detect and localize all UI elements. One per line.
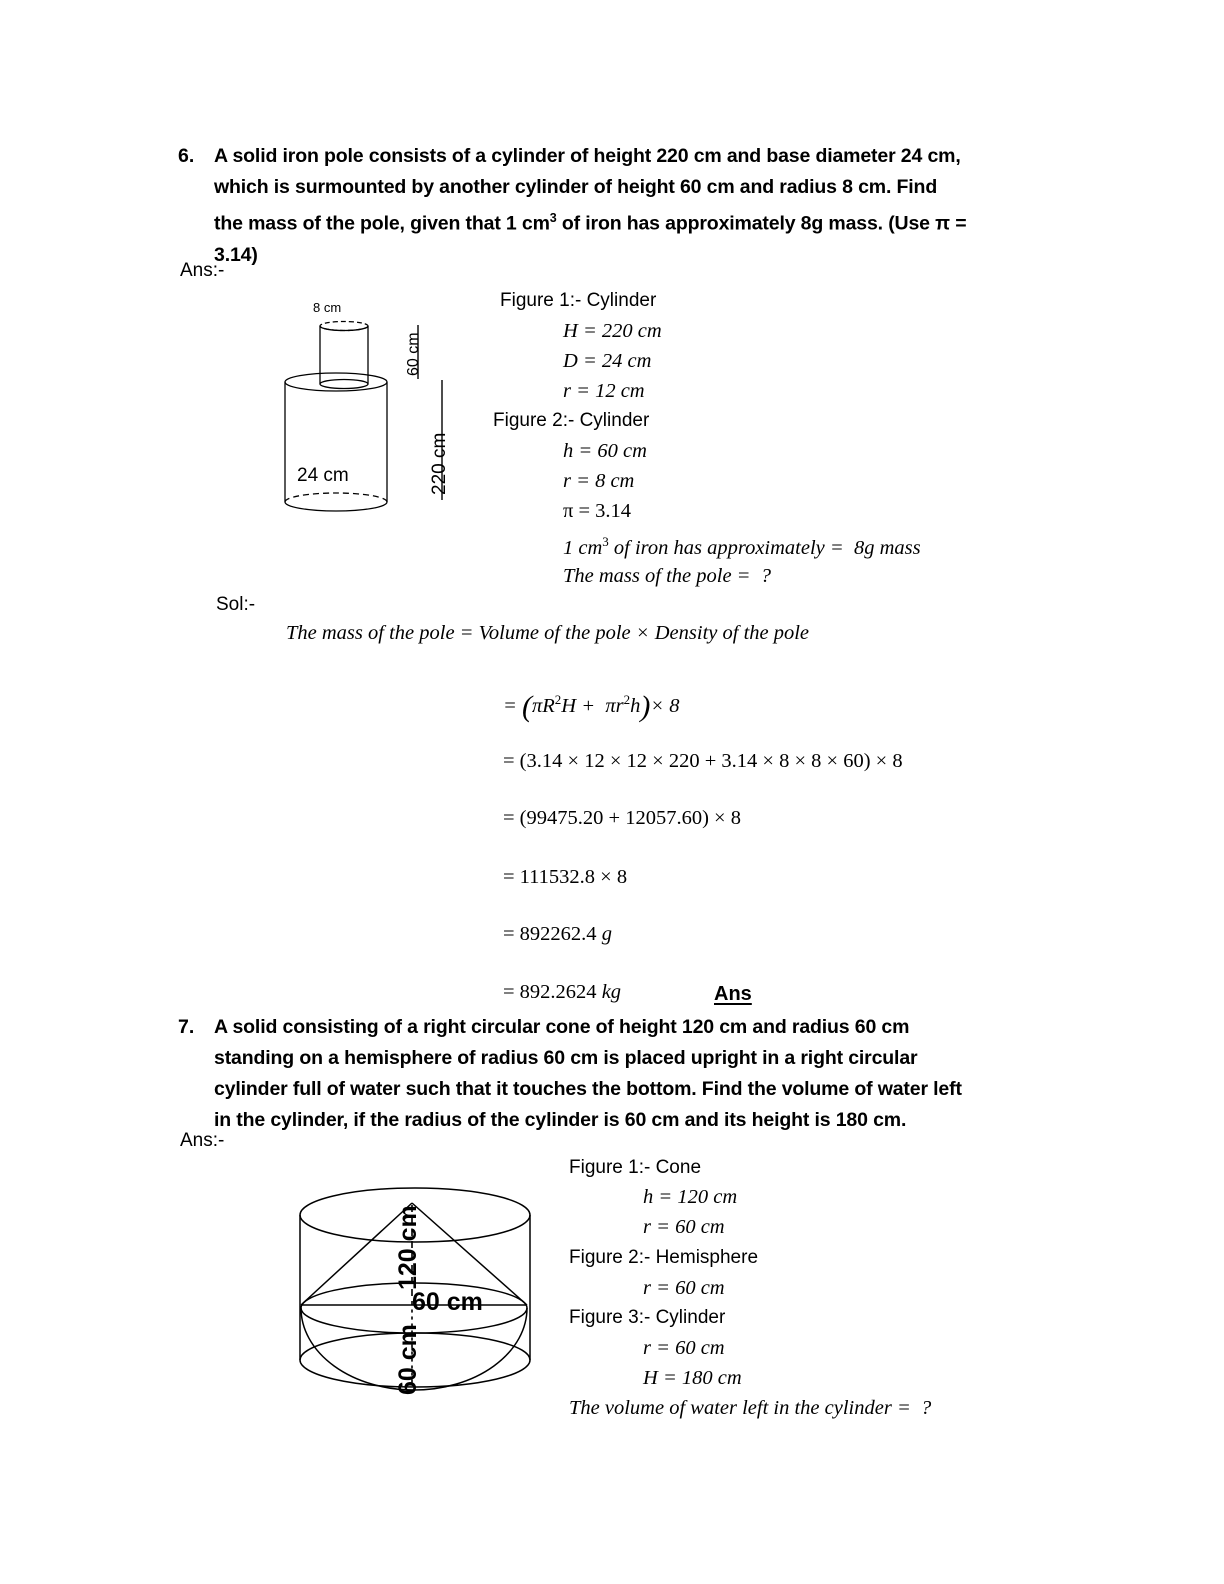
q7-cone-h: h = 120 cm	[643, 1186, 738, 1208]
q7-hemisphere-r: r = 60 cm	[643, 1277, 725, 1299]
figure-label-8cm: 8 cm	[313, 300, 342, 315]
figure2-label-60cm-radius: 60 cm	[412, 1288, 483, 1316]
q6-given-D: D = 24 cm	[563, 350, 652, 372]
q7-cylinder-r: r = 60 cm	[643, 1337, 725, 1359]
q6-step-5: = 111532.8 × 8	[503, 866, 628, 888]
question-7-line-1: A solid consisting of a right circular cone of height 120 cm and radius 60 cm	[214, 1016, 910, 1038]
question-7-text	[214, 1012, 1084, 1136]
q7-cone-r: r = 60 cm	[643, 1216, 725, 1238]
question-7-line-4: in the cylinder, if the radius of the cylinder is 60 cm and its height is 180 cm.	[214, 1109, 907, 1131]
q6-given-r2: r = 8 cm	[563, 470, 635, 492]
q6-given-unknown: The mass of the pole = ?	[563, 565, 772, 587]
q7-figure1-heading: Figure 1:- Cone	[569, 1157, 702, 1178]
question-7-line-3: cylinder full of water such that it touches the bottom. Find the volume of water left	[214, 1078, 962, 1100]
q7-unknown: The volume of water left in the cylinder = ?	[569, 1397, 932, 1419]
q6-step-1: The mass of the pole = Volume of the pole × Density of the pole	[286, 622, 810, 644]
q6-given-pi: π = 3.14	[563, 500, 632, 522]
question-6-sol-label: Sol:-	[216, 594, 256, 615]
q6-answer-tag: Ans	[714, 983, 752, 1005]
figure2-label-120cm: 120 cm	[394, 1205, 422, 1290]
figure-iron-pole	[275, 300, 465, 515]
q7-figure3-heading: Figure 3:- Cylinder	[569, 1307, 726, 1328]
question-6-number: 6.	[178, 145, 195, 167]
q7-cylinder-H: H = 180 cm	[643, 1367, 742, 1389]
q6-given-H: H = 220 cm	[563, 320, 662, 342]
question-7-ans-label: Ans:-	[180, 1130, 225, 1151]
question-6-text	[214, 141, 1074, 271]
q6-figure2-heading: Figure 2:- Cylinder	[493, 410, 650, 431]
figure-label-24cm: 24 cm	[297, 465, 349, 486]
question-7-number: 7.	[178, 1016, 195, 1038]
q6-step-3: = (3.14 × 12 × 12 × 220 + 3.14 × 8 × 8 × 60) × 8	[503, 750, 903, 772]
q6-given-h: h = 60 cm	[563, 440, 647, 462]
q6-step-7: = 892.2624 kg	[503, 981, 622, 1003]
q6-step-4: = (99475.20 + 12057.60) × 8	[503, 807, 741, 829]
question-7-line-2: standing on a hemisphere of radius 60 cm is placed upright in a right circular	[214, 1047, 918, 1069]
question-6-line-2: which is surmounted by another cylinder of height 60 cm and radius 8 cm. Find	[214, 176, 938, 198]
q6-figure1-heading: Figure 1:- Cylinder	[500, 290, 657, 311]
q6-step-6: = 892262.4 g	[503, 923, 612, 945]
q7-figure2-heading: Figure 2:- Hemisphere	[569, 1247, 759, 1268]
q6-given-r1: r = 12 cm	[563, 380, 645, 402]
question-6-ans-label: Ans:-	[180, 260, 225, 281]
q6-given-density: 1 $cm^3$ of iron has approximately = 8g mass	[563, 534, 921, 559]
question-6-line-4: 3.14)	[214, 243, 258, 266]
figure2-label-60cm-hemisphere: 60 cm	[394, 1324, 422, 1395]
figure-label-220cm: 220 cm	[429, 432, 450, 495]
figure-cone-hemisphere-cylinder	[290, 1175, 540, 1410]
q6-step-2: = $(\pi R^2H + \pi r^2h)\times 8$	[503, 690, 680, 723]
figure-label-60cm: 60 cm	[405, 332, 422, 376]
question-6-line-3: the mass of the pole, given that 1 $cm^3$ of iron has approximately 8g mass. (Use π =	[214, 211, 967, 235]
question-6-line-1: A solid iron pole consists of a cylinder of height 220 cm and base diameter 24 cm,	[214, 145, 961, 167]
